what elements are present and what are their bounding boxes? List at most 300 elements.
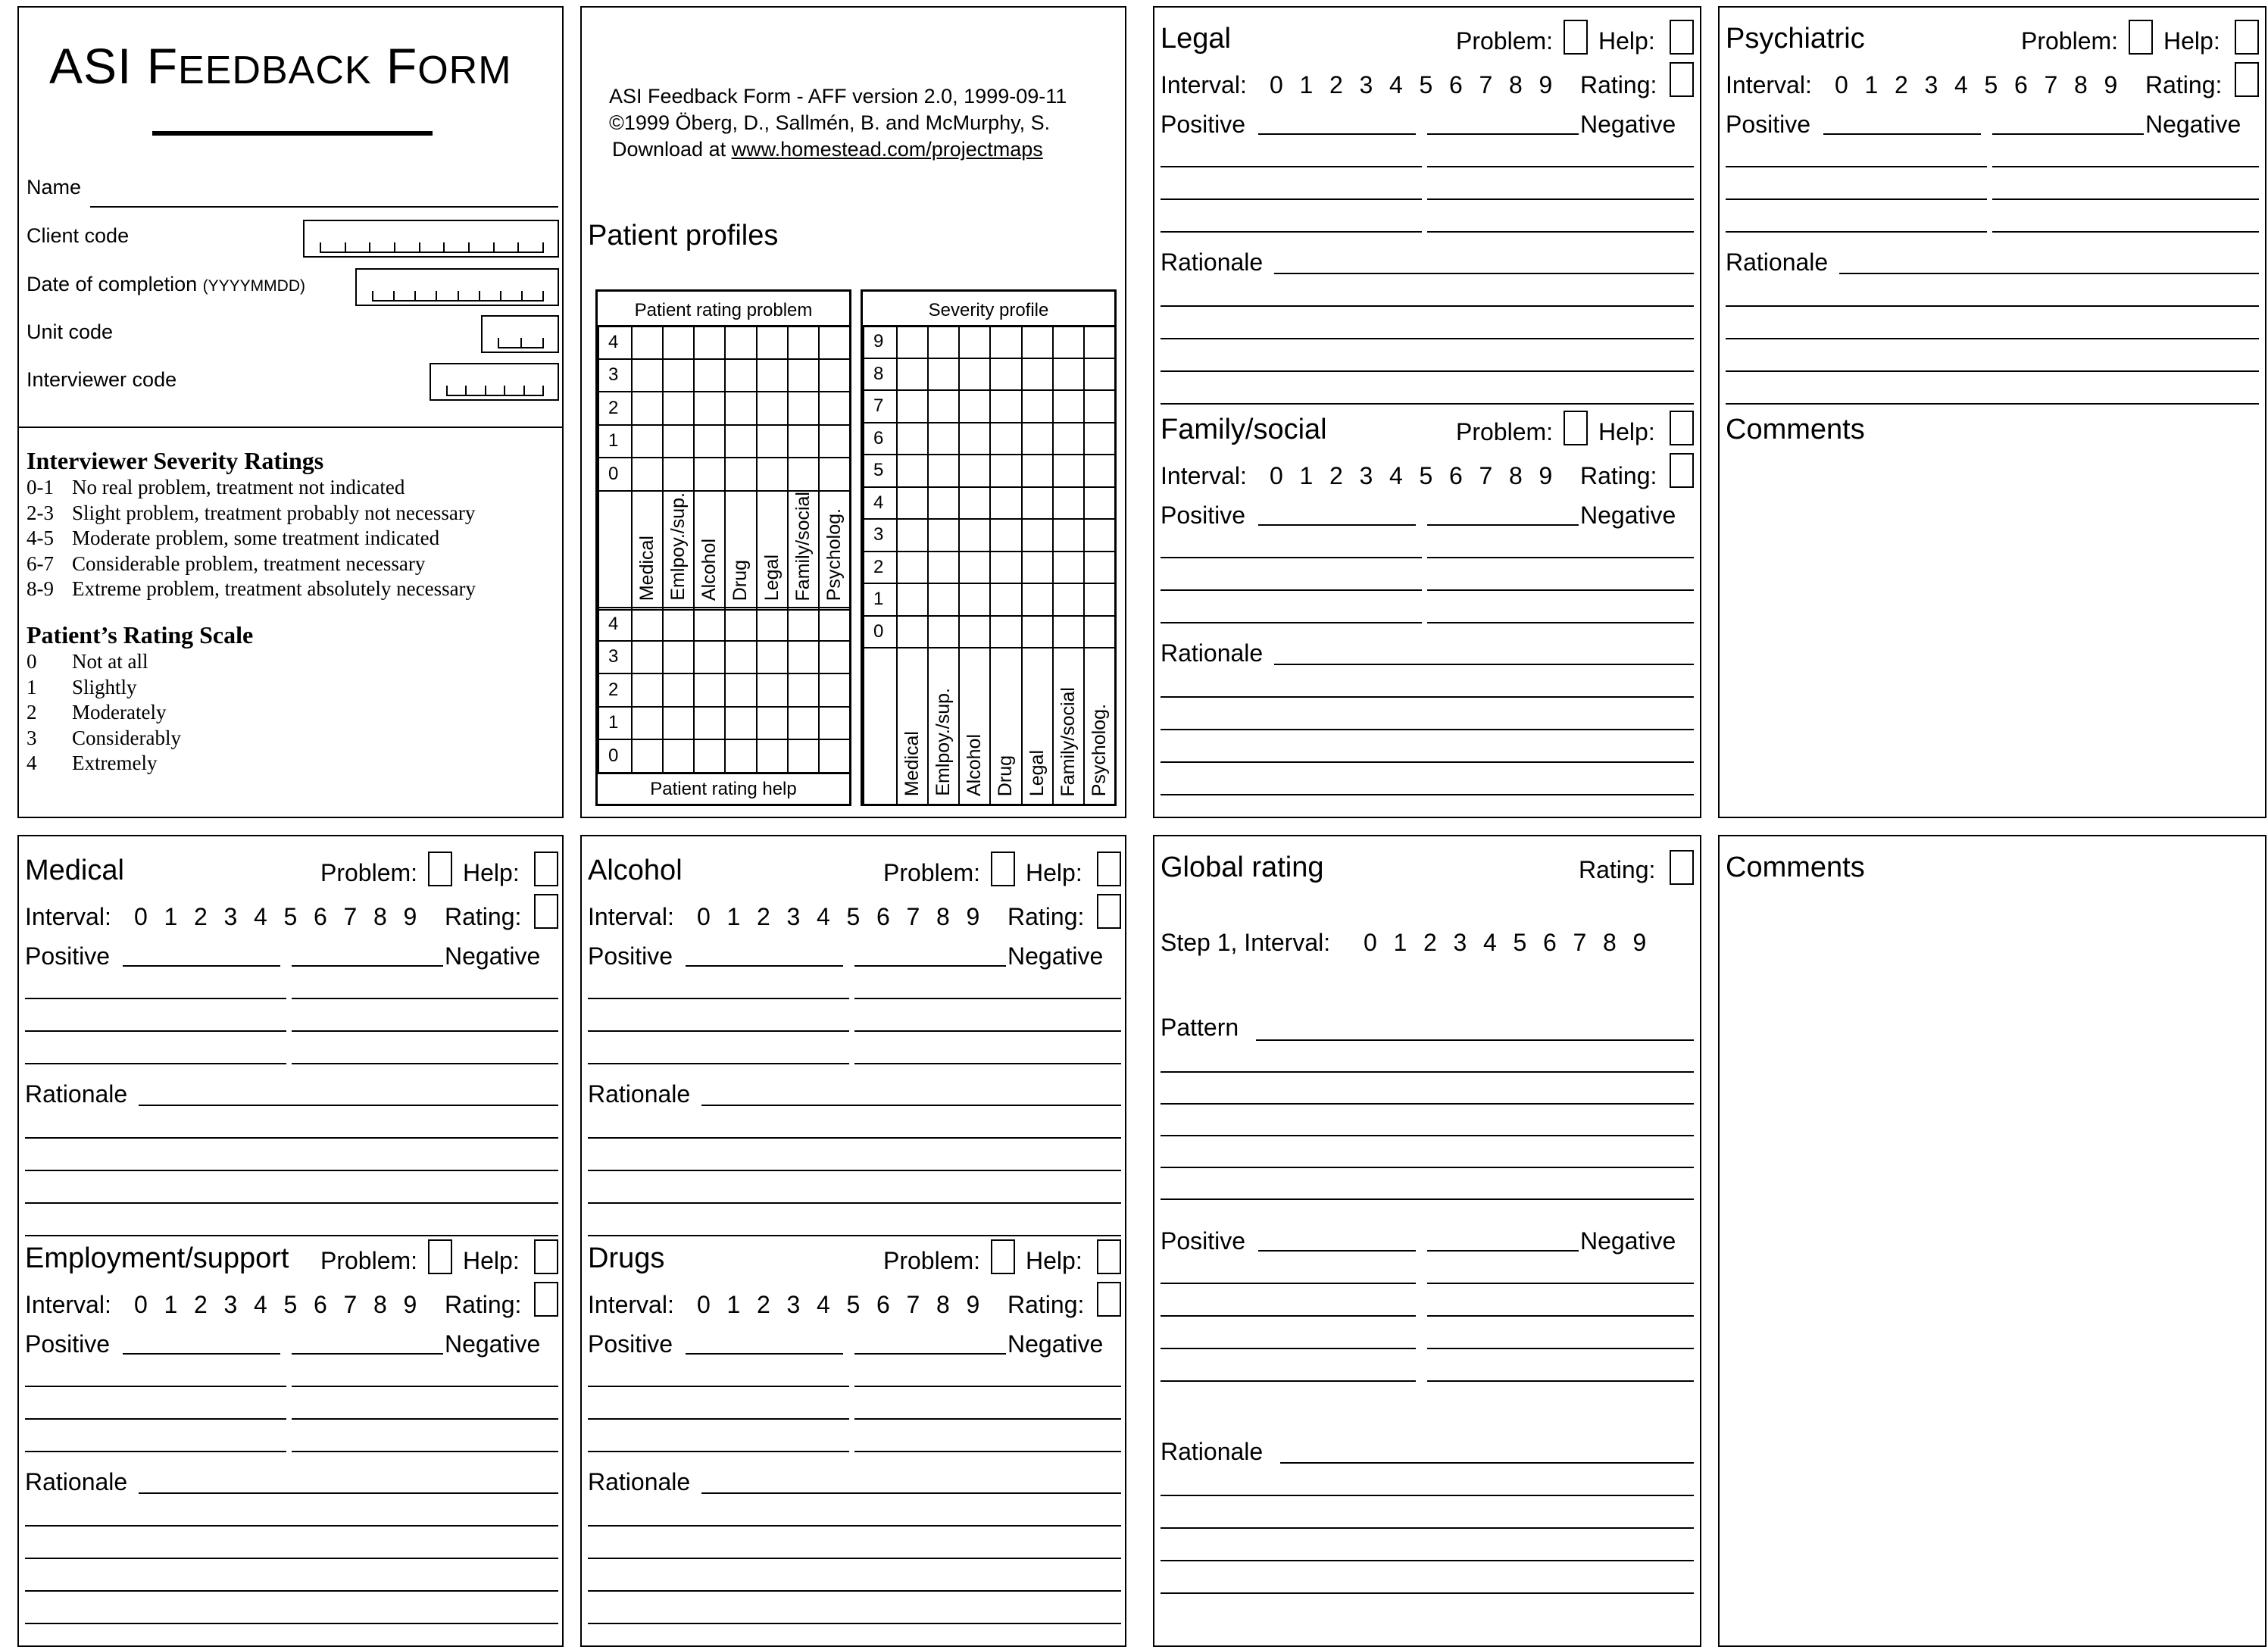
negative-line[interactable] <box>854 1451 1121 1452</box>
interval-digit[interactable]: 6 <box>876 903 890 930</box>
grid-cell[interactable] <box>928 358 959 391</box>
positive-line[interactable] <box>1161 1348 1416 1349</box>
interval-digit[interactable]: 1 <box>726 1291 741 1318</box>
rationale-line[interactable] <box>25 1137 558 1139</box>
positive-line[interactable] <box>25 998 286 999</box>
interval-digit[interactable]: 4 <box>817 1291 830 1318</box>
rationale-line[interactable] <box>701 1492 1121 1494</box>
rating-box[interactable] <box>2235 62 2259 97</box>
grid-cell[interactable] <box>757 641 788 674</box>
grid-cell[interactable] <box>819 359 850 392</box>
grid-cell[interactable] <box>694 326 725 359</box>
grid-cell[interactable] <box>928 423 959 455</box>
grid-cell[interactable] <box>694 425 725 458</box>
positive-line[interactable] <box>123 1353 280 1355</box>
rating-box[interactable] <box>1097 894 1121 929</box>
interviewer-code-field[interactable] <box>430 363 559 401</box>
grid-cell[interactable] <box>1053 583 1084 616</box>
positive-line[interactable] <box>1161 1283 1416 1284</box>
rationale-line[interactable] <box>1726 338 2259 339</box>
interval-digit[interactable]: 1 <box>1299 462 1314 489</box>
grid-cell[interactable] <box>990 423 1021 455</box>
rationale-line[interactable] <box>1161 1495 1694 1496</box>
grid-cell[interactable] <box>1084 326 1115 358</box>
grid-cell[interactable] <box>788 359 819 392</box>
negative-line[interactable] <box>1427 524 1579 526</box>
interval-digit[interactable]: 4 <box>1389 462 1403 489</box>
negative-line[interactable] <box>292 1063 558 1064</box>
positive-line[interactable] <box>1258 1250 1416 1252</box>
positive-line[interactable] <box>1161 1315 1416 1317</box>
grid-cell[interactable] <box>725 425 756 458</box>
grid-cell[interactable] <box>1022 616 1053 648</box>
interval-digit[interactable]: 3 <box>1359 462 1373 489</box>
grid-cell[interactable] <box>1053 455 1084 487</box>
grid-cell[interactable] <box>632 707 663 740</box>
interval-digit[interactable]: 2 <box>1423 929 1437 956</box>
interval-digit[interactable]: 5 <box>1419 71 1433 98</box>
interval-digit[interactable]: 4 <box>254 1291 267 1318</box>
negative-line[interactable] <box>854 1386 1121 1387</box>
grid-cell[interactable] <box>632 425 663 458</box>
rationale-line[interactable] <box>1161 1592 1694 1594</box>
interval-digit[interactable]: 0 <box>697 903 711 930</box>
negative-line[interactable] <box>854 1353 1006 1355</box>
grid-cell[interactable] <box>694 641 725 674</box>
interval-digit[interactable]: 6 <box>1449 462 1463 489</box>
interval-digit[interactable]: 7 <box>1573 929 1587 956</box>
interval-digit[interactable]: 1 <box>1299 71 1314 98</box>
positive-line[interactable] <box>25 1451 286 1452</box>
rationale-line[interactable] <box>588 1558 1121 1559</box>
interval-digit[interactable]: 1 <box>726 903 741 930</box>
interval-digit[interactable]: 3 <box>223 903 238 930</box>
interval-digit[interactable]: 9 <box>966 1291 980 1318</box>
rationale-line[interactable] <box>1161 696 1694 698</box>
interval-digit[interactable]: 8 <box>373 903 387 930</box>
interval-digit[interactable]: 2 <box>757 903 770 930</box>
grid-cell[interactable] <box>897 326 928 358</box>
grid-cell[interactable] <box>725 707 756 740</box>
grid-cell[interactable] <box>959 583 990 616</box>
grid-cell[interactable] <box>928 519 959 552</box>
grid-cell[interactable] <box>632 673 663 707</box>
rating-box[interactable] <box>1670 62 1694 97</box>
grid-cell[interactable] <box>990 616 1021 648</box>
interval-digit[interactable]: 6 <box>314 1291 327 1318</box>
rationale-line[interactable] <box>1161 1560 1694 1561</box>
problem-box[interactable] <box>428 852 452 886</box>
grid-cell[interactable] <box>1053 616 1084 648</box>
rationale-line[interactable] <box>1726 305 2259 307</box>
positive-line[interactable] <box>123 965 280 967</box>
positive-line[interactable] <box>1726 231 1987 233</box>
interval-digit[interactable]: 5 <box>846 1291 861 1318</box>
grid-cell[interactable] <box>928 390 959 423</box>
rationale-line[interactable] <box>588 1590 1121 1592</box>
interval-digit[interactable]: 7 <box>1479 462 1493 489</box>
rating-box[interactable] <box>1670 453 1694 488</box>
pattern-line[interactable] <box>1161 1167 1694 1168</box>
interval-digit[interactable]: 9 <box>403 1291 417 1318</box>
grid-cell[interactable] <box>757 673 788 707</box>
rationale-line[interactable] <box>1161 338 1694 339</box>
grid-cell[interactable] <box>694 608 725 641</box>
date-completion-field[interactable] <box>355 268 559 306</box>
grid-cell[interactable] <box>819 739 850 773</box>
negative-line[interactable] <box>854 1418 1121 1420</box>
positive-line[interactable] <box>686 1353 843 1355</box>
interval-digit[interactable]: 9 <box>966 903 980 930</box>
interval-digit[interactable]: 7 <box>343 903 358 930</box>
grid-cell[interactable] <box>990 552 1021 584</box>
grid-cell[interactable] <box>819 608 850 641</box>
interval-digit[interactable]: 0 <box>1270 462 1283 489</box>
grid-cell[interactable] <box>1022 423 1053 455</box>
pattern-line[interactable] <box>1256 1039 1694 1041</box>
grid-cell[interactable] <box>788 707 819 740</box>
grid-cell[interactable] <box>1022 487 1053 520</box>
interval-digit[interactable]: 0 <box>134 903 148 930</box>
pattern-line[interactable] <box>1161 1135 1694 1136</box>
interval-digit[interactable]: 3 <box>786 1291 801 1318</box>
grid-cell[interactable] <box>1053 487 1084 520</box>
grid-cell[interactable] <box>757 739 788 773</box>
negative-line[interactable] <box>292 965 443 967</box>
rating-box[interactable] <box>534 1282 558 1317</box>
interval-digit[interactable]: 5 <box>1984 71 1998 98</box>
rationale-line[interactable] <box>1161 761 1694 763</box>
rationale-line[interactable] <box>1274 664 1694 665</box>
interval-digit[interactable]: 2 <box>194 903 208 930</box>
grid-cell[interactable] <box>788 608 819 641</box>
grid-cell[interactable] <box>819 326 850 359</box>
positive-line[interactable] <box>588 1030 849 1032</box>
interval-digit[interactable]: 6 <box>876 1291 890 1318</box>
negative-line[interactable] <box>854 998 1121 999</box>
problem-box[interactable] <box>991 852 1015 886</box>
rationale-line[interactable] <box>1161 403 1694 405</box>
positive-line[interactable] <box>1161 231 1422 233</box>
interval-digit[interactable]: 7 <box>2044 71 2058 98</box>
help-box[interactable] <box>534 852 558 886</box>
grid-cell[interactable] <box>1084 358 1115 391</box>
interval-digit[interactable]: 1 <box>1864 71 1879 98</box>
interval-digit[interactable]: 5 <box>846 903 861 930</box>
rationale-line[interactable] <box>25 1558 558 1559</box>
rationale-line[interactable] <box>1161 1527 1694 1529</box>
rationale-line[interactable] <box>1280 1462 1694 1464</box>
interval-digit[interactable]: 1 <box>164 903 178 930</box>
negative-line[interactable] <box>854 965 1006 967</box>
grid-cell[interactable] <box>928 583 959 616</box>
grid-cell[interactable] <box>694 458 725 491</box>
positive-line[interactable] <box>1161 166 1422 167</box>
interval-digit[interactable]: 8 <box>1509 71 1523 98</box>
rationale-line[interactable] <box>25 1170 558 1171</box>
grid-cell[interactable] <box>1084 423 1115 455</box>
grid-cell[interactable] <box>1084 519 1115 552</box>
help-box[interactable] <box>2235 20 2259 55</box>
negative-line[interactable] <box>1427 166 1694 167</box>
grid-cell[interactable] <box>819 425 850 458</box>
negative-line[interactable] <box>292 1386 558 1387</box>
rationale-line[interactable] <box>25 1202 558 1204</box>
grid-cell[interactable] <box>819 641 850 674</box>
grid-cell[interactable] <box>897 358 928 391</box>
grid-cell[interactable] <box>928 552 959 584</box>
negative-line[interactable] <box>854 1063 1121 1064</box>
negative-line[interactable] <box>292 998 558 999</box>
grid-cell[interactable] <box>1022 358 1053 391</box>
negative-line[interactable] <box>292 1353 443 1355</box>
rationale-line[interactable] <box>588 1525 1121 1527</box>
grid-cell[interactable] <box>1053 358 1084 391</box>
problem-box[interactable] <box>428 1239 452 1274</box>
grid-cell[interactable] <box>897 519 928 552</box>
negative-line[interactable] <box>1427 231 1694 233</box>
interval-digit[interactable]: 8 <box>2074 71 2088 98</box>
rationale-line[interactable] <box>25 1590 558 1592</box>
rationale-line[interactable] <box>1839 273 2259 274</box>
interval-digit[interactable]: 4 <box>1483 929 1497 956</box>
interval-digit[interactable]: 6 <box>1449 71 1463 98</box>
grid-cell[interactable] <box>897 487 928 520</box>
grid-cell[interactable] <box>959 326 990 358</box>
grid-cell[interactable] <box>663 392 694 425</box>
grid-cell[interactable] <box>663 739 694 773</box>
interval-digit[interactable]: 3 <box>1924 71 1938 98</box>
grid-cell[interactable] <box>663 608 694 641</box>
grid-cell[interactable] <box>1022 552 1053 584</box>
negative-line[interactable] <box>854 1030 1121 1032</box>
rationale-line[interactable] <box>588 1235 1121 1236</box>
download-link[interactable]: www.homestead.com/projectmaps <box>731 138 1043 161</box>
grid-cell[interactable] <box>928 616 959 648</box>
rating-box[interactable] <box>534 894 558 929</box>
rationale-line[interactable] <box>701 1105 1121 1106</box>
interval-digit[interactable]: 4 <box>817 903 830 930</box>
help-box[interactable] <box>534 1239 558 1274</box>
interval-digit[interactable]: 0 <box>1364 929 1377 956</box>
grid-cell[interactable] <box>990 583 1021 616</box>
rationale-line[interactable] <box>139 1105 558 1106</box>
negative-line[interactable] <box>1427 1380 1694 1382</box>
grid-cell[interactable] <box>959 423 990 455</box>
pattern-line[interactable] <box>1161 1103 1694 1105</box>
grid-cell[interactable] <box>1053 519 1084 552</box>
grid-cell[interactable] <box>725 739 756 773</box>
pattern-line[interactable] <box>1161 1071 1694 1073</box>
interval-digit[interactable]: 5 <box>283 1291 298 1318</box>
negative-line[interactable] <box>1427 1250 1579 1252</box>
grid-cell[interactable] <box>757 359 788 392</box>
positive-line[interactable] <box>1726 166 1987 167</box>
grid-cell[interactable] <box>1022 390 1053 423</box>
grid-cell[interactable] <box>819 707 850 740</box>
rationale-line[interactable] <box>25 1235 558 1236</box>
grid-cell[interactable] <box>757 608 788 641</box>
rationale-line[interactable] <box>1161 305 1694 307</box>
help-box[interactable] <box>1670 20 1694 55</box>
interval-digit[interactable]: 5 <box>1513 929 1527 956</box>
positive-line[interactable] <box>588 1386 849 1387</box>
grid-cell[interactable] <box>725 392 756 425</box>
interval-digit[interactable]: 2 <box>1329 462 1343 489</box>
grid-cell[interactable] <box>1022 326 1053 358</box>
problem-box[interactable] <box>991 1239 1015 1274</box>
grid-cell[interactable] <box>663 359 694 392</box>
interval-digit[interactable]: 8 <box>1509 462 1523 489</box>
interval-digit[interactable]: 4 <box>254 903 267 930</box>
negative-line[interactable] <box>1427 1283 1694 1284</box>
unit-code-field[interactable] <box>481 315 559 353</box>
grid-cell[interactable] <box>788 673 819 707</box>
interval-digit[interactable]: 6 <box>1543 929 1557 956</box>
grid-cell[interactable] <box>632 326 663 359</box>
interval-digit[interactable]: 9 <box>1539 462 1553 489</box>
positive-line[interactable] <box>1258 524 1416 526</box>
grid-cell[interactable] <box>1084 552 1115 584</box>
positive-line[interactable] <box>1161 198 1422 200</box>
grid-cell[interactable] <box>757 425 788 458</box>
interval-digit[interactable]: 2 <box>757 1291 770 1318</box>
grid-cell[interactable] <box>959 358 990 391</box>
grid-cell[interactable] <box>663 425 694 458</box>
grid-cell[interactable] <box>725 641 756 674</box>
grid-cell[interactable] <box>694 739 725 773</box>
interval-digit[interactable]: 8 <box>936 1291 950 1318</box>
grid-cell[interactable] <box>725 326 756 359</box>
interval-digit[interactable]: 8 <box>373 1291 387 1318</box>
pattern-line[interactable] <box>1161 1198 1694 1200</box>
rationale-line[interactable] <box>1274 273 1694 274</box>
grid-cell[interactable] <box>725 673 756 707</box>
positive-line[interactable] <box>1726 198 1987 200</box>
interval-digit[interactable]: 1 <box>1393 929 1407 956</box>
grid-cell[interactable] <box>990 390 1021 423</box>
grid-cell[interactable] <box>757 707 788 740</box>
client-code-field[interactable] <box>303 220 559 258</box>
interval-digit[interactable]: 8 <box>936 903 950 930</box>
grid-cell[interactable] <box>788 641 819 674</box>
problem-box[interactable] <box>2129 20 2153 55</box>
global-rating-box[interactable] <box>1670 850 1694 885</box>
grid-cell[interactable] <box>663 641 694 674</box>
grid-cell[interactable] <box>819 458 850 491</box>
positive-line[interactable] <box>25 1030 286 1032</box>
grid-cell[interactable] <box>928 326 959 358</box>
negative-line[interactable] <box>1992 231 2259 233</box>
interval-digit[interactable]: 2 <box>1895 71 1908 98</box>
positive-line[interactable] <box>588 1418 849 1420</box>
grid-cell[interactable] <box>897 423 928 455</box>
negative-line[interactable] <box>292 1030 558 1032</box>
grid-cell[interactable] <box>990 455 1021 487</box>
grid-cell[interactable] <box>1022 455 1053 487</box>
positive-line[interactable] <box>1823 133 1981 135</box>
grid-cell[interactable] <box>897 455 928 487</box>
negative-line[interactable] <box>1992 198 2259 200</box>
grid-cell[interactable] <box>1022 519 1053 552</box>
grid-cell[interactable] <box>757 326 788 359</box>
grid-cell[interactable] <box>1053 552 1084 584</box>
interval-digit[interactable]: 3 <box>1359 71 1373 98</box>
interval-digit[interactable]: 4 <box>1389 71 1403 98</box>
interval-digit[interactable]: 5 <box>1419 462 1433 489</box>
rationale-line[interactable] <box>588 1202 1121 1204</box>
rationale-line[interactable] <box>25 1623 558 1624</box>
interval-digit[interactable]: 4 <box>1954 71 1968 98</box>
grid-cell[interactable] <box>725 359 756 392</box>
interval-digit[interactable]: 3 <box>1453 929 1467 956</box>
grid-cell[interactable] <box>1053 390 1084 423</box>
grid-cell[interactable] <box>757 392 788 425</box>
grid-cell[interactable] <box>663 707 694 740</box>
interval-digit[interactable]: 7 <box>1479 71 1493 98</box>
interval-digit[interactable]: 9 <box>403 903 417 930</box>
positive-line[interactable] <box>588 1063 849 1064</box>
negative-line[interactable] <box>1992 166 2259 167</box>
grid-cell[interactable] <box>788 392 819 425</box>
rating-box[interactable] <box>1097 1282 1121 1317</box>
grid-cell[interactable] <box>959 552 990 584</box>
grid-cell[interactable] <box>990 487 1021 520</box>
grid-cell[interactable] <box>788 425 819 458</box>
rationale-line[interactable] <box>1726 403 2259 405</box>
grid-cell[interactable] <box>819 673 850 707</box>
problem-box[interactable] <box>1564 20 1588 55</box>
grid-cell[interactable] <box>663 326 694 359</box>
negative-line[interactable] <box>1427 1348 1694 1349</box>
positive-line[interactable] <box>588 1451 849 1452</box>
negative-line[interactable] <box>292 1451 558 1452</box>
grid-cell[interactable] <box>990 358 1021 391</box>
grid-cell[interactable] <box>959 487 990 520</box>
grid-cell[interactable] <box>959 390 990 423</box>
grid-cell[interactable] <box>1053 423 1084 455</box>
grid-cell[interactable] <box>1084 455 1115 487</box>
grid-cell[interactable] <box>788 458 819 491</box>
negative-line[interactable] <box>1427 622 1694 623</box>
grid-cell[interactable] <box>959 455 990 487</box>
grid-cell[interactable] <box>632 739 663 773</box>
negative-line[interactable] <box>1992 133 2144 135</box>
grid-cell[interactable] <box>694 359 725 392</box>
help-box[interactable] <box>1097 852 1121 886</box>
rationale-line[interactable] <box>588 1137 1121 1139</box>
grid-cell[interactable] <box>1084 583 1115 616</box>
interval-digit[interactable]: 7 <box>906 1291 920 1318</box>
positive-line[interactable] <box>686 965 843 967</box>
positive-line[interactable] <box>1161 622 1422 623</box>
grid-cell[interactable] <box>959 616 990 648</box>
help-box[interactable] <box>1670 411 1694 445</box>
positive-line[interactable] <box>1258 133 1416 135</box>
grid-cell[interactable] <box>663 458 694 491</box>
grid-cell[interactable] <box>694 707 725 740</box>
rationale-line[interactable] <box>1161 729 1694 730</box>
grid-cell[interactable] <box>990 519 1021 552</box>
interval-digit[interactable]: 0 <box>1270 71 1283 98</box>
interval-digit[interactable]: 0 <box>134 1291 148 1318</box>
negative-line[interactable] <box>1427 589 1694 591</box>
grid-cell[interactable] <box>897 616 928 648</box>
grid-cell[interactable] <box>757 458 788 491</box>
grid-cell[interactable] <box>928 487 959 520</box>
grid-cell[interactable] <box>897 583 928 616</box>
interval-digit[interactable]: 7 <box>343 1291 358 1318</box>
